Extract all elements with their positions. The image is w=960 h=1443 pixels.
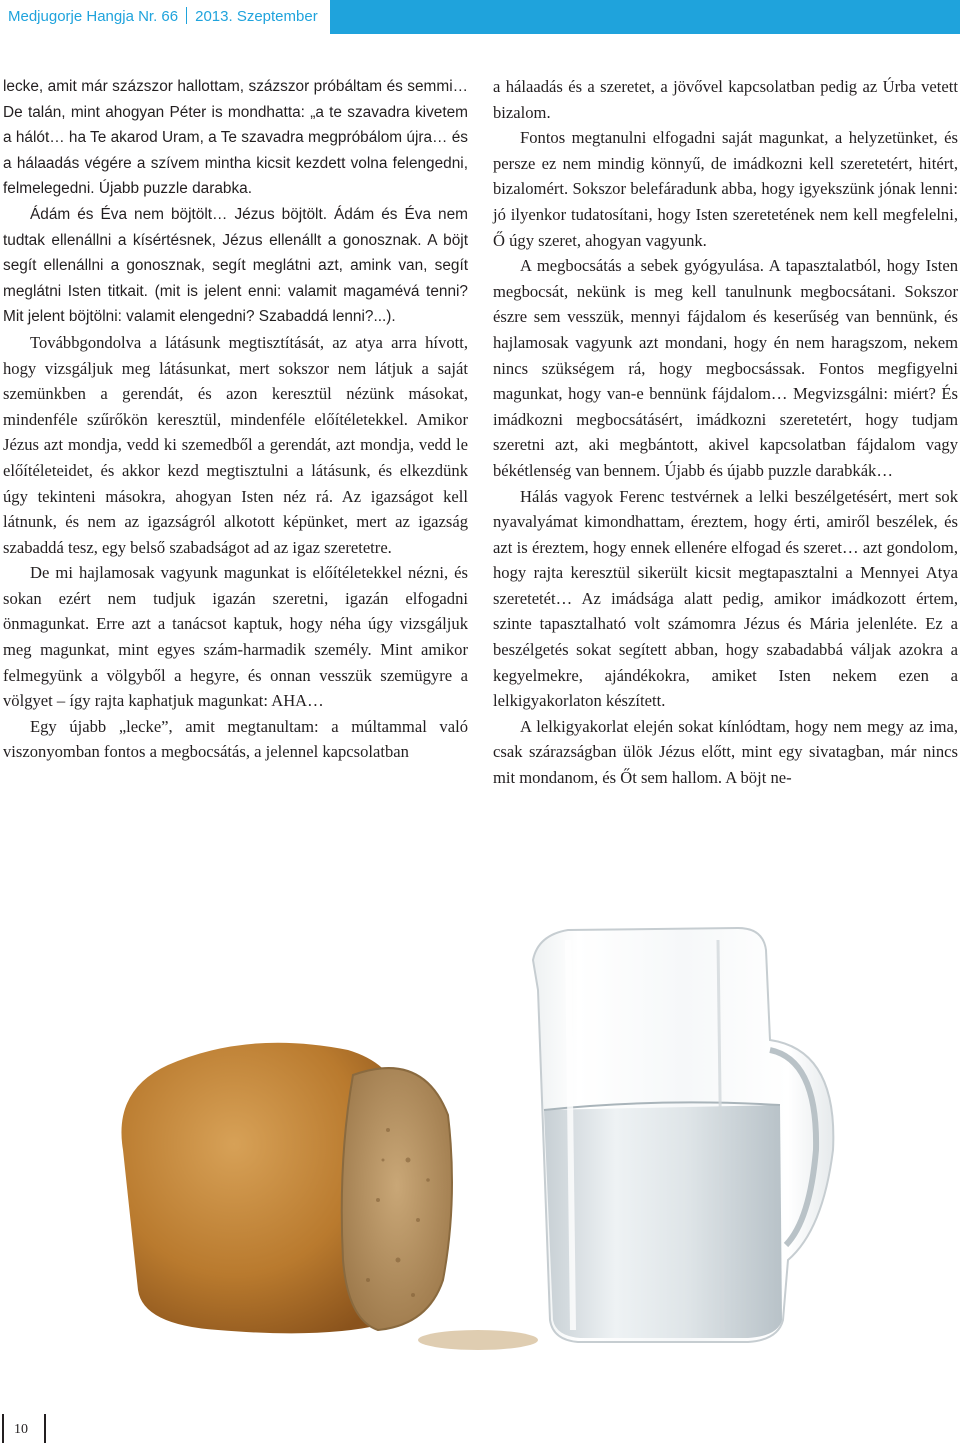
- left-column: [3, 74, 468, 765]
- issue-number: Nr. 66: [138, 8, 179, 25]
- bread-and-water-photo: [98, 900, 838, 1350]
- bread-loaf: [121, 1043, 452, 1334]
- magazine-title: Medjugorje Hangja: [8, 8, 134, 25]
- right-column: [493, 74, 958, 791]
- paragraph: Fontos megtanulni elfogadni saját magunkat, a helyzetünket, és persze ez nem mindig könnyű, de imádkozni kell szeretetért, hitért, bizalomért. Sokszor belefáradunk abba, hogy igyekszünk jónak lenni: jó ilyenkor tudatosítani, hogy Isten szeretetének nem kell megfelelni, Ő úgy szeret, ahogyan vagyunk.: [493, 128, 958, 250]
- paragraph: Továbbgondolva a látásunk megtisztítását, az atya arra hívott, hogy vizsgáljuk meg látásunkat, mert sokszor nem látjuk a saját szemünkben a gerendát, és azon keresztül nézünk másokat, mindenféle szűrőkön keresztül, mindenféle előítéletekkel. Amikor Jézus azt mondja, vedd ki szemedből a gerendát, azt mondja, vedd le előítéleteidet, és akkor kezd megtisztulni a látásunk, és elkezdünk úgy tekinteni másokra, ahogyan Isten néz rá. Az igazságot kell látnunk, és nem az igazságról alkotott képünket, mert az igazság szabaddá tesz, egy belső szabadságot ad az igaz szeretetre.: [3, 332, 468, 557]
- page-number: 10: [14, 1422, 28, 1437]
- paragraph: Ádám és Éva nem böjtölt… Jézus böjtölt. Ádám és Éva nem tudtak ellenállni a kísértésnek, Jézus ellenállt a gonosznak. A böjt segít ellenállni a gonosznak, segít meglátni azt, amink van, segít meglátni Isten titkait. (mit is jelent enni: valamit magamévá tenni? Mit jelent böjtölni: valamit elengedni? Szabaddá lenni?...).: [3, 205, 468, 326]
- water-jug: [533, 928, 833, 1342]
- header-separator: [186, 7, 187, 24]
- footer-rule: [44, 1414, 46, 1443]
- paragraph: Egy újabb „lecke”, amit megtanultam: a múltammal való viszonyomban fontos a megbocsátás, a jelennel kapcsolatban: [3, 716, 468, 762]
- paragraph: lecke, amit már százszor hallottam, százszor próbáltam és semmi… De talán, mint ahogyan Péter is mondhatta: „a te szavadra kivetem a hálót… ha Te akarod Uram, a Te szavadra megpróbálom újra… és a hálaadás végére a szívem mintha kicsit kezdett volna felengedni, felmelegedni. Újabb puzzle darabka.: [3, 78, 468, 198]
- paragraph: Hálás vagyok Ferenc testvérnek a lelki beszélgetésért, mert sok nyavalyámat kimondhattam, éreztem, hogy érti, amiről beszélek, és azt is éreztem, hogy ennek ellenére elfogad és szeret… azt gondolom, hogy rajta keresztül sikerült kicsit megtapasztalni a Mennyei Atya szeretetét… Az imádsága alatt pedig, amikor imádkozott értem, szinte tapasztalható volt számomra Jézus és Mária jelenléte. Ez a beszélgetés sokat segített abban, hogy szabadabbá váljak azokra a kegyelmekre, ajándékokra, amiket Isten nekem ezen a lelkigyakorlaton készített.: [493, 486, 958, 711]
- paragraph: A megbocsátás a sebek gyógyulása. A tapasztalatból, hogy Isten megbocsát, nekünk is meg kell tanulnunk megbocsátani. Sokszor észre sem vesszük, mennyi fájdalom és keserűség van bennünk, és hajlamosak vagyunk azt mondani, hogy én nem haragszom, nekem nincs szükségem rá, hogy megbocsássak. Fontos megfigyelni magunkat, hogy van-e bennünk fájdalom… Megvizsgálni: miért? És imádkozni megbocsátásért, imádkozni szeretetért, hogy tudjam szeretni azt, aki megbántott, akivel kapcsolatban fájdalom vagy békétlenség van bennem. Újabb és újabb puzzle darabkák…: [493, 256, 958, 480]
- footer-rule: [2, 1414, 4, 1443]
- paragraph: a hálaadás és a szeretet, a jövővel kapcsolatban pedig az Úrba vetett bizalom.: [493, 77, 958, 122]
- issue-date: 2013. Szeptember: [195, 8, 318, 25]
- header-bar: [0, 0, 960, 34]
- paragraph: De mi hajlamosak vagyunk magunkat is előítéletekkel nézni, és sokan ezért nem tudjuk igazán szeretni, igazán elfogadni önmagunkat. Erre azt a tanácsot kaptuk, hogy néha úgy vizsgáljuk meg magunkat, mint egyes szám-harmadik személy. Mint amikor felmegyünk a völgyből a hegyre, és onnan vesszük szemügyre a völgyet – így rajta kaphatjuk magunkat: AHA…: [3, 563, 468, 711]
- running-header: [8, 7, 318, 25]
- footer: [0, 1414, 300, 1443]
- crumbs: [418, 1330, 538, 1350]
- paragraph: A lelkigyakorlat elején sokat kínlódtam, hogy nem megy az ima, csak szárazságban ülök Jézus előtt, mint egy sivatagban, már nincs mit mondanom, és Őt sem hallom. A böjt ne-: [493, 716, 958, 788]
